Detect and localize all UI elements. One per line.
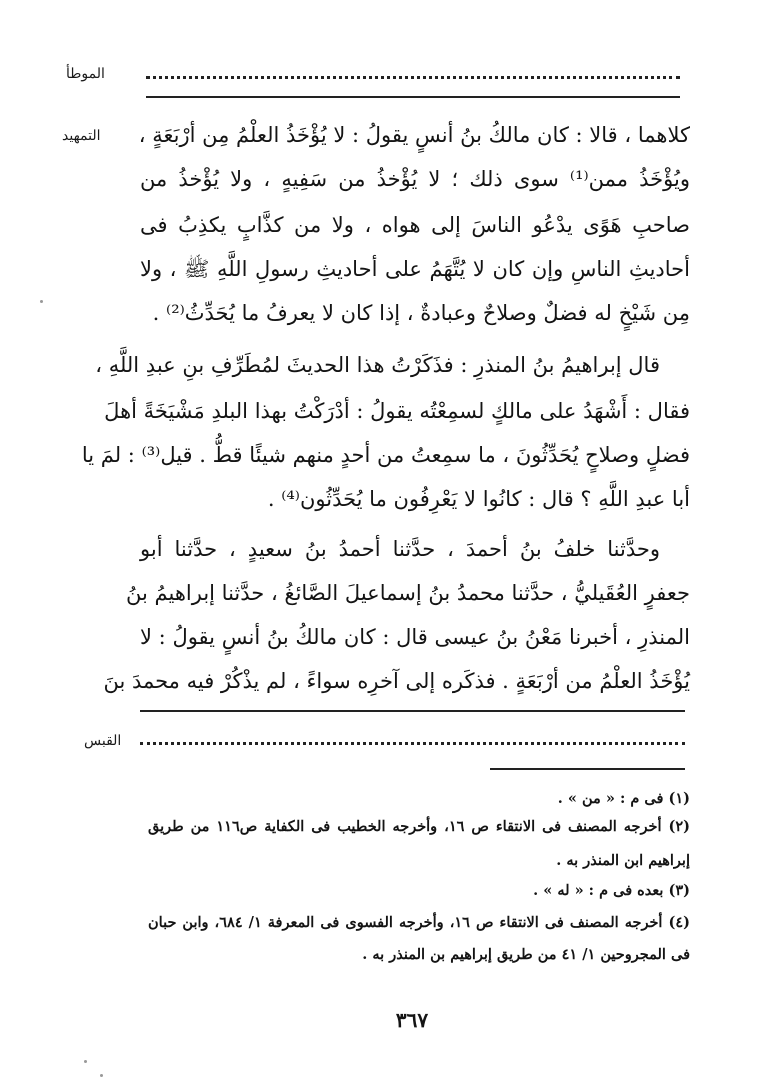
text-line-11: جعفرٍ العُقَيليُّ ، حدَّثنا محمدُ بنُ إسماعيلَ الصَّائغُ ، حدَّثنا إبراهيمُ بنُ	[126, 581, 690, 605]
text-line-1: كلاهما ، قالا : كان مالكُ بنُ أنسٍ يقولُ : لا يُؤْخَذُ العلْمُ مِن أرْبَعَةٍ ،	[138, 123, 690, 147]
tamhid-label: التمهيد	[62, 128, 101, 144]
footnote-2-cont: إبراهيم ابن المنذر به .	[556, 852, 690, 869]
text-line-7: فقال : أَشْهَدُ على مالكٍ لسمِعْتُه يقولُ : أدْرَكْتُ بهذا البلدِ مَشْيَخَةً أهلَ	[104, 399, 690, 423]
footnote-separator	[490, 768, 685, 770]
scan-speck	[84, 1060, 87, 1063]
text-line-13: يُؤْخَذُ العلْمُ من أرْبَعَةٍ . فذكَره إلى آخرِه سواءً ، لم يذْكُرْ فيه محمدَ بنَ	[103, 669, 690, 693]
footnote-4: (٤) أخرجه المصنف فى الانتقاء ص ١٦، وأخرجه الفسوى فى المعرفة ١/ ٦٨٤، وابن حبان	[148, 914, 690, 931]
text-line-5: مِن شَيْخٍ له فضلٌ وصلاحٌ وعبادةٌ ، إذا كان لا يعرفُ ما يُحَدِّثُ⁽²⁾ .	[152, 301, 690, 325]
qabas-dotted-rule	[140, 742, 685, 745]
footnote-3: (٣) بعده فى م : « له » .	[533, 882, 690, 899]
scan-speck	[40, 300, 43, 303]
footnote-1: (١) فى م : « من » .	[557, 790, 690, 807]
header-solid-rule	[146, 96, 680, 98]
footnote-4-cont: فى المجروحين ١/ ٤١ من طريق إبراهيم بن المنذر به .	[362, 946, 690, 963]
footnote-2: (٢) أخرجه المصنف فى الانتقاء ص ١٦، وأخرجه الخطيب فى الكفاية ص١١٦ من طريق	[148, 818, 691, 835]
text-line-2: ويُؤْخَذُ ممن⁽¹⁾ سوى ذلك ؛ لا يُؤْخذُ من سَفِيهٍ ، ولا يُؤْخذُ من	[140, 167, 690, 191]
text-line-9: أبا عبدِ اللَّهِ ؟ قال : كانُوا لا يَعْرِفُون ما يُحَدِّثُون⁽⁴⁾ .	[267, 487, 690, 511]
text-line-12: المنذرِ ، أخبرنا مَعْنُ بنُ عيسى قال : كان مالكُ بنُ أنسٍ يقولُ : لا	[140, 625, 690, 649]
scan-speck	[100, 1074, 103, 1077]
text-line-3: صاحبِ هَوًى يدْعُو الناسَ إلى هواه ، ولا من كذَّابٍ يكذِبُ فى	[140, 213, 690, 237]
qabas-top-rule	[140, 710, 685, 712]
qabas-label: القبس	[84, 733, 122, 749]
text-line-4: أحاديثِ الناسِ وإن كان لا يُتَّهَمُ على أحاديثِ رسولِ اللَّهِ ﷺ ، ولا	[140, 257, 690, 281]
text-line-6: قال إبراهيمُ بنُ المنذرِ : فذَكَرْتُ هذا الحديثَ لمُطَرِّفِ بنِ عبدِ اللَّهِ ،	[95, 353, 660, 377]
header-dotted-rule	[146, 76, 680, 79]
header-label: الموطأ	[66, 66, 105, 82]
text-line-10: وحدَّثنا خلفُ بنُ أحمدَ ، حدَّثنا أحمدُ بنُ سعيدٍ ، حدَّثنا أبو	[140, 537, 660, 561]
text-line-8: فضلٍ وصلاحٍ يُحَدِّثُونَ ، ما سمِعتُ من أحدٍ منهم شيئًا قطُّ . قيل⁽³⁾ : لمَ يا	[81, 443, 690, 467]
page-number: ٣٦٧	[395, 1008, 429, 1032]
